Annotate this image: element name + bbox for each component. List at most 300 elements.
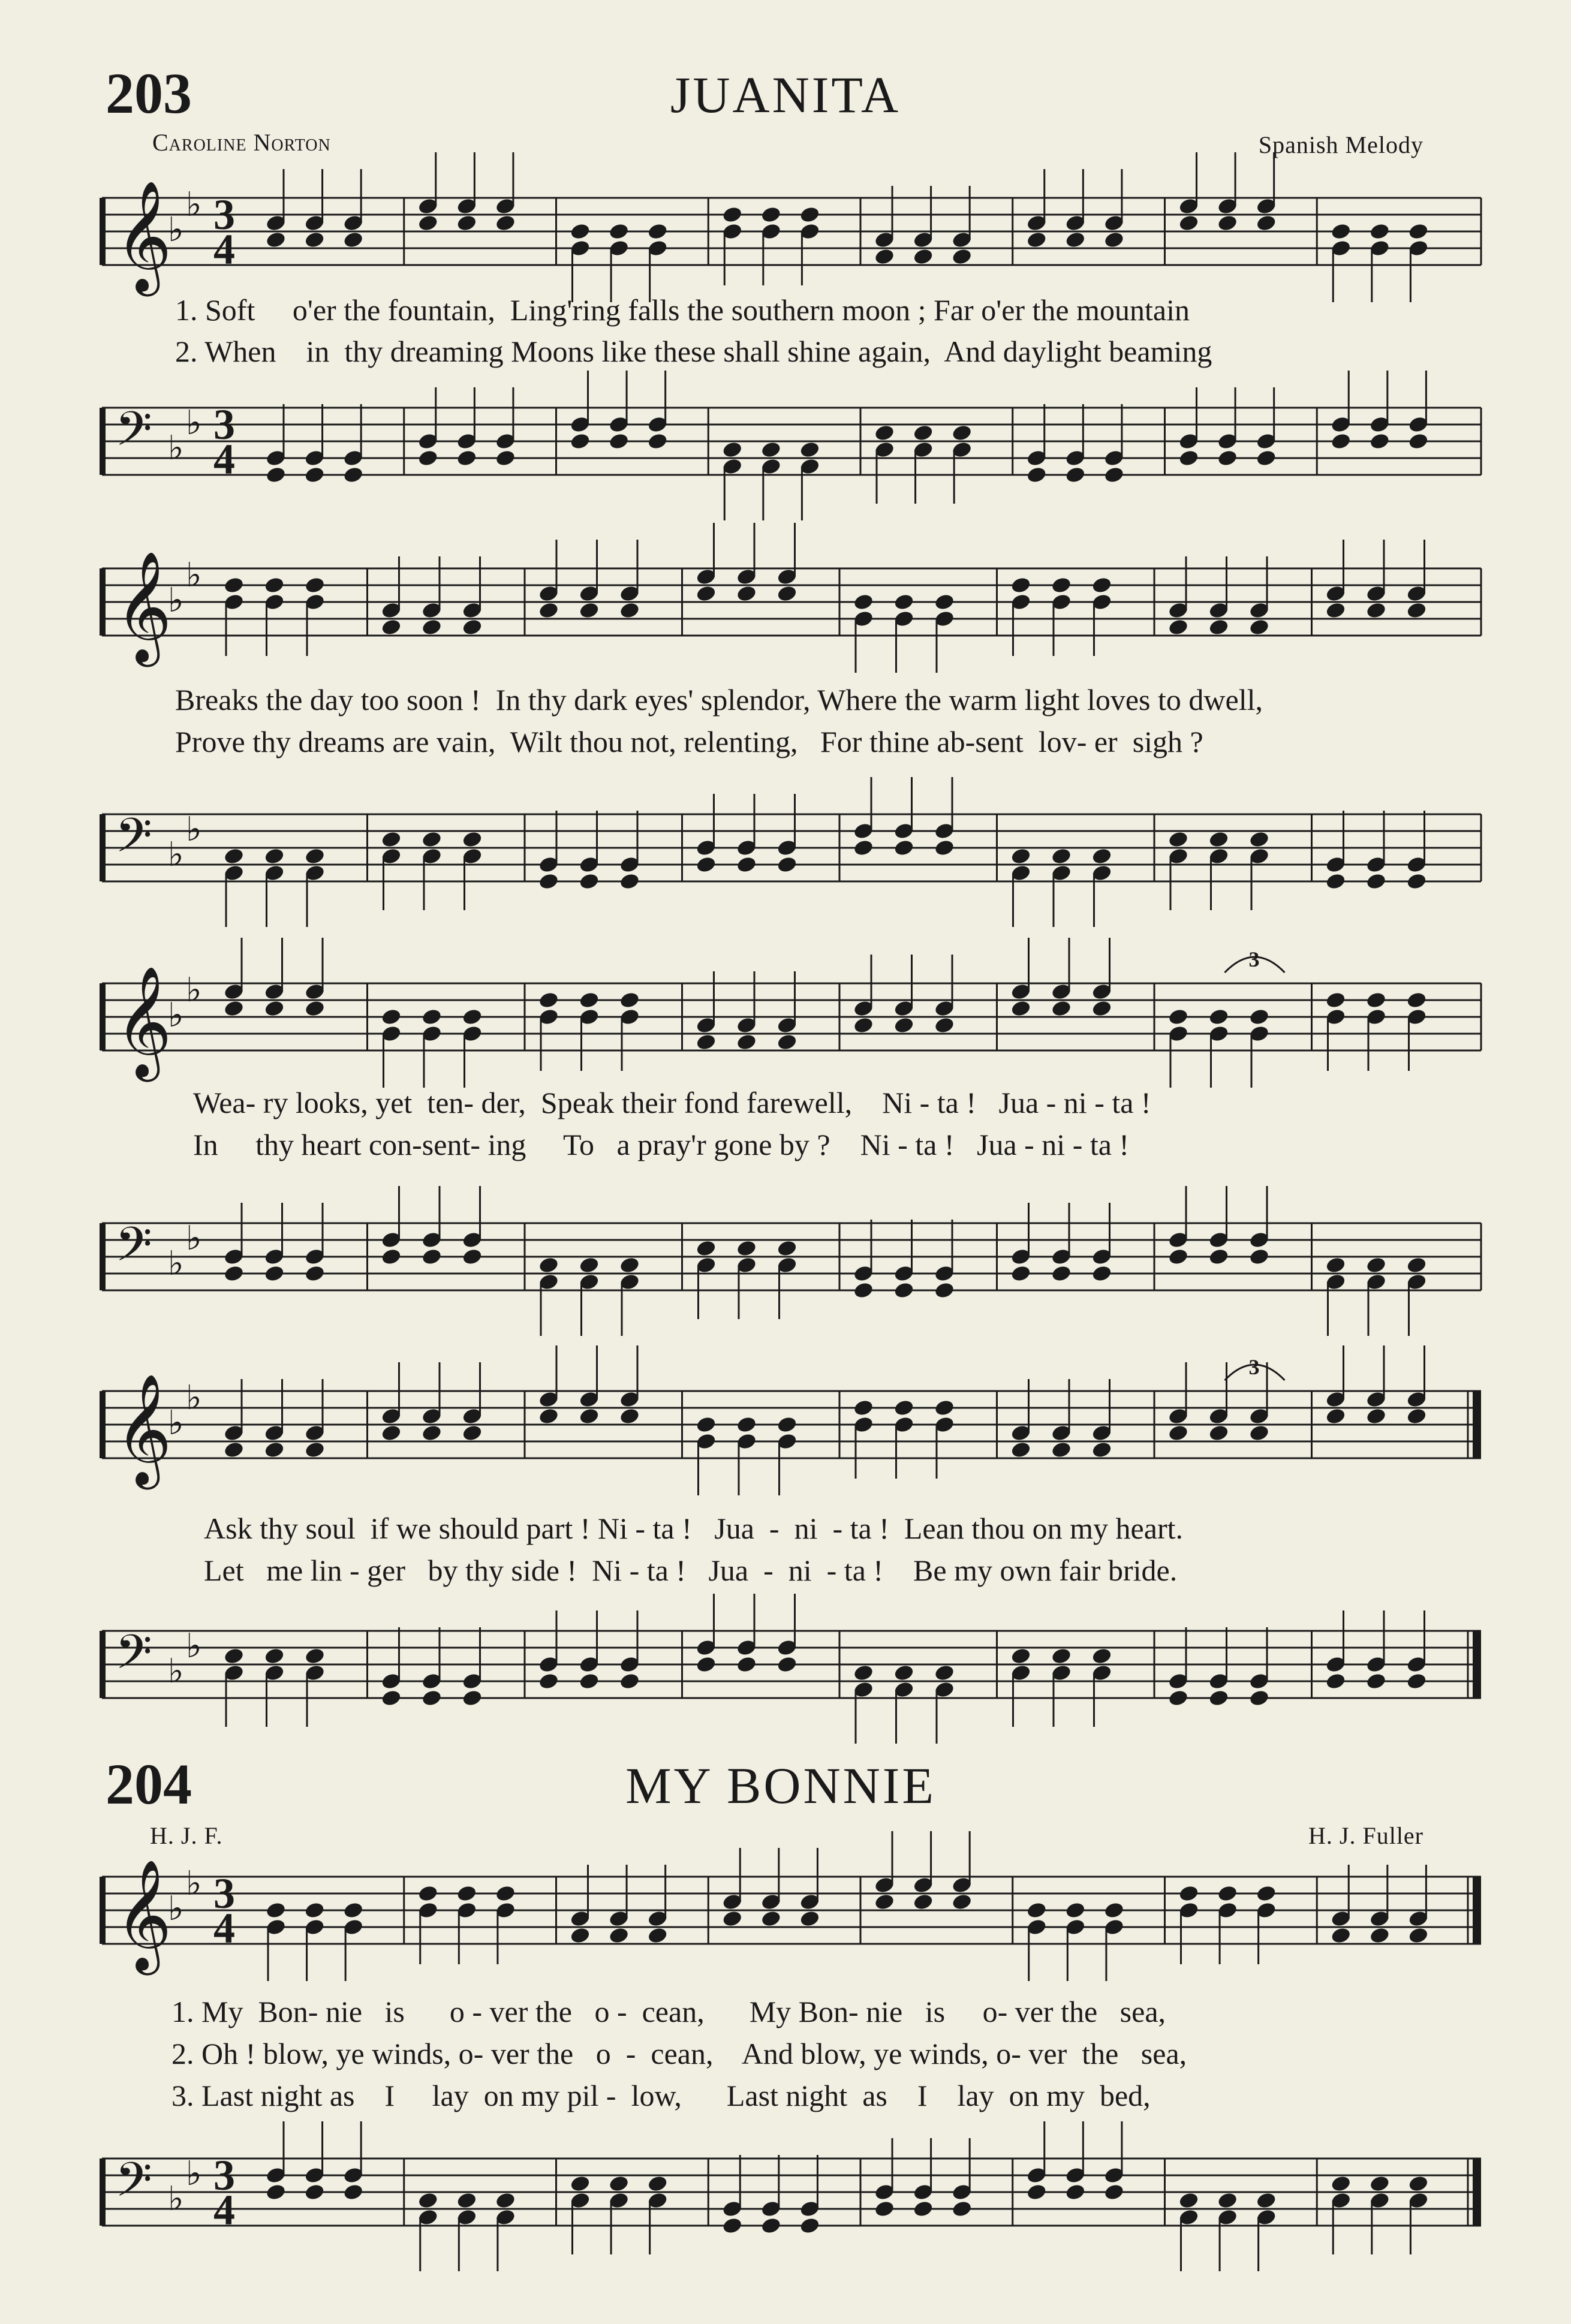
note-head [223, 1441, 245, 1459]
chord [1091, 576, 1113, 656]
note-head [304, 847, 326, 866]
chord [721, 206, 743, 285]
chord [934, 593, 955, 673]
note-head [1064, 466, 1086, 484]
note-head [1369, 1926, 1391, 1945]
final-bar-thick [1473, 2159, 1481, 2226]
note-head [381, 830, 402, 849]
note-head [1365, 991, 1387, 1010]
chord [304, 576, 326, 656]
chord [417, 2191, 439, 2271]
note-head [1026, 466, 1048, 484]
note-head [1178, 2191, 1200, 2210]
chord [1051, 847, 1072, 927]
chord [1325, 1610, 1347, 1690]
music-credit: H. J. Fuller [1308, 1822, 1423, 1849]
note-head [1256, 214, 1277, 233]
lyric-line-verse-2: 2. When in thy dreaming Moons like these shall shine again, And daylight beaming [175, 335, 1212, 368]
chord [736, 1239, 757, 1319]
chord [381, 1186, 402, 1266]
note-head [342, 466, 364, 484]
system-bar [100, 1223, 106, 1290]
chord [304, 169, 326, 249]
chord [1091, 847, 1113, 927]
bass-staff [102, 1211, 1481, 1313]
flat-icon: ♭ [168, 996, 184, 1035]
chord [619, 1610, 640, 1690]
chord [893, 1399, 915, 1479]
song-number: 203 [106, 61, 192, 125]
lyric-line-verse-1: 1. My Bon- nie is o - ver the o - cean, My Bon- nie is o- ver the sea, [171, 1995, 1166, 2028]
note-head [1330, 1926, 1352, 1945]
note-head [265, 231, 287, 249]
note-head [1010, 1265, 1032, 1283]
chord [721, 441, 743, 520]
chord [777, 523, 798, 603]
note-head [608, 1926, 630, 1945]
chord [913, 1831, 934, 1911]
note-head [893, 839, 915, 857]
chord [462, 1186, 483, 1266]
chord [1051, 576, 1072, 656]
lyric-line-verse-2: Prove thy dreams are vain, Wilt thou not, relenting, For thine ab-sent lov- er sigh ? [175, 725, 1203, 758]
note-head [1330, 432, 1352, 451]
chord [1365, 1610, 1387, 1690]
time-signature-top: 3 [213, 2151, 235, 2199]
chord [799, 206, 821, 285]
note-head [777, 585, 798, 603]
lyric-line-verse-1: Ask thy soul if we should part ! Ni - ta ! Jua - ni - ta ! Lean thou on my heart. [204, 1512, 1183, 1545]
note-head [304, 231, 326, 249]
note-head [760, 2217, 782, 2235]
flat-icon: ♭ [186, 556, 202, 595]
note-head [223, 1265, 245, 1283]
note-head [264, 576, 285, 595]
chord [696, 523, 717, 603]
system-bar [100, 1877, 106, 1944]
note-head [1365, 601, 1387, 620]
note-head [579, 1256, 600, 1275]
chord [381, 1008, 402, 1088]
chord [462, 1008, 483, 1088]
chord [760, 2155, 782, 2235]
chord [304, 2121, 326, 2201]
note-head [951, 1893, 973, 1911]
chord [1406, 991, 1428, 1071]
treble-clef-icon: 𝄞 [115, 550, 172, 662]
note-head [1051, 576, 1072, 595]
chord [1167, 830, 1189, 910]
note-head [934, 1664, 955, 1682]
chord [619, 811, 640, 890]
system-bar [100, 2159, 106, 2226]
time-signature-bottom: 4 [213, 2186, 235, 2234]
time-signature-bottom: 4 [213, 225, 235, 273]
chord [462, 830, 483, 910]
note-head [1330, 2175, 1352, 2193]
chord [1010, 1647, 1032, 1727]
chord [265, 169, 287, 249]
note-head [1167, 618, 1189, 637]
note-head [1167, 1424, 1189, 1443]
note-head [777, 856, 798, 874]
note-head [853, 593, 874, 612]
chord [777, 1416, 798, 1495]
chord [495, 2191, 516, 2271]
treble-clef-icon: 𝄞 [115, 1372, 172, 1485]
chord [1325, 1345, 1347, 1425]
chord [893, 777, 915, 857]
note-head [495, 1885, 516, 1903]
note-head [934, 839, 955, 857]
chord [421, 830, 443, 910]
time-signature-bottom: 4 [213, 1904, 235, 1952]
note-head [1091, 576, 1113, 595]
note-head [893, 1281, 915, 1300]
note-head [223, 1647, 245, 1666]
note-head [1408, 222, 1429, 241]
note-head [304, 576, 326, 595]
chord [264, 1203, 285, 1283]
note-head [777, 1033, 798, 1052]
chord [619, 1345, 640, 1425]
chord [456, 2191, 477, 2271]
chord [265, 1901, 287, 1981]
note-head [1178, 214, 1200, 233]
chord [495, 152, 516, 232]
note-head [893, 1016, 915, 1035]
chord [1325, 1256, 1347, 1336]
chord [874, 1831, 895, 1911]
song-title: MY BONNIE [625, 1757, 936, 1814]
chord [1010, 847, 1032, 927]
note-head [1365, 1256, 1387, 1275]
note-head [265, 1901, 287, 1920]
chord [951, 2138, 973, 2218]
chord [1217, 152, 1238, 232]
triplet-mark: 3 [1248, 1355, 1260, 1379]
chord [934, 955, 955, 1034]
treble-clef-icon: 𝄞 [115, 179, 172, 291]
note-head [538, 991, 559, 1010]
chord [853, 1220, 874, 1299]
note-head [934, 593, 955, 612]
note-head [264, 1647, 285, 1666]
note-head [853, 1016, 874, 1035]
note-head [456, 1885, 477, 1903]
note-head [1365, 1407, 1387, 1426]
chord [342, 2121, 364, 2201]
note-head [777, 1416, 798, 1434]
note-head [579, 872, 600, 891]
flat-icon: ♭ [186, 1219, 202, 1258]
note-head [456, 214, 477, 233]
note-head [874, 1893, 895, 1911]
note-head [1325, 601, 1347, 620]
note-head [264, 1265, 285, 1283]
chord [1408, 371, 1429, 450]
chord [304, 847, 326, 927]
chord [1248, 1008, 1270, 1088]
note-head [1167, 1689, 1189, 1708]
note-head [1010, 1441, 1032, 1459]
chord [421, 1186, 443, 1266]
chord [893, 1664, 915, 1744]
lyric-line-verse-3: 3. Last night as I lay on my pil - low, Last night as I lay on my bed, [171, 2079, 1151, 2112]
note-head [1406, 1256, 1428, 1275]
chord [264, 938, 285, 1017]
note-head [1406, 872, 1428, 891]
note-head [1091, 1647, 1113, 1666]
chord [777, 794, 798, 874]
bass-clef-icon: 𝄢 [115, 401, 152, 468]
note-head [538, 1672, 559, 1691]
bass-clef-icon: 𝄢 [115, 1624, 152, 1691]
chord [579, 1345, 600, 1425]
chord [934, 1664, 955, 1744]
chord [853, 593, 874, 673]
final-bar-thick [1473, 1631, 1481, 1698]
note-head [381, 1248, 402, 1266]
note-head [421, 1248, 443, 1266]
note-head [951, 424, 973, 442]
note-head [570, 222, 591, 241]
flat-icon: ♭ [186, 185, 202, 224]
note-head [1208, 1424, 1230, 1443]
chord [1248, 1186, 1270, 1266]
chord [381, 1362, 402, 1442]
chord [1217, 387, 1238, 467]
chord [1051, 1203, 1072, 1283]
note-head [799, 206, 821, 224]
chord [736, 794, 757, 874]
note-head [934, 1399, 955, 1417]
chord [381, 830, 402, 910]
chord [1010, 576, 1032, 656]
note-head [619, 872, 640, 891]
chord [304, 1901, 326, 1981]
note-head [777, 1239, 798, 1258]
note-head [1369, 2175, 1391, 2193]
chord [1103, 404, 1125, 484]
note-head [1248, 618, 1270, 637]
chord [1026, 404, 1048, 484]
note-head [1408, 2175, 1429, 2193]
chord [736, 523, 757, 603]
chord [1365, 540, 1387, 619]
treble-clef-icon: 𝄞 [115, 1858, 172, 1970]
note-head [913, 424, 934, 442]
lyric-line-verse-2: In thy heart con-sent- ing To a pray'r gone by ? Ni - ta ! Jua - ni - ta ! [193, 1128, 1130, 1161]
chord [1325, 811, 1347, 890]
flat-icon: ♭ [186, 810, 202, 849]
note-head [647, 432, 669, 451]
chord [1178, 1885, 1200, 1964]
words-credit: Caroline Norton [152, 129, 331, 156]
chord [1064, 1901, 1086, 1981]
chord [951, 424, 973, 504]
chord [1369, 371, 1391, 450]
chord [538, 1256, 559, 1336]
treble-staff [102, 550, 1481, 662]
note-head [874, 424, 895, 442]
note-head [736, 1655, 757, 1674]
note-head [1325, 1407, 1347, 1426]
note-head [1248, 830, 1270, 849]
chord [570, 222, 591, 302]
chord [760, 1848, 782, 1928]
note-head [608, 222, 630, 241]
bass-clef-icon: 𝄢 [115, 2152, 152, 2219]
chord [1010, 1203, 1032, 1283]
chord [608, 222, 630, 302]
chord [934, 1220, 955, 1299]
note-head [647, 1926, 669, 1945]
chord [647, 2175, 669, 2254]
note-head [456, 2191, 477, 2210]
chord [1365, 991, 1387, 1071]
note-head [1091, 1000, 1113, 1018]
note-head [462, 1008, 483, 1026]
chord [934, 777, 955, 857]
chord [1256, 1885, 1277, 1964]
chord [579, 991, 600, 1071]
chord [1406, 540, 1428, 619]
chord [1369, 2175, 1391, 2254]
note-head [1026, 2183, 1048, 2202]
note-head [721, 1910, 743, 1928]
chord [1408, 2175, 1429, 2254]
note-head [1178, 449, 1200, 468]
note-head [951, 2200, 973, 2218]
chord [1026, 1901, 1048, 1981]
note-head [1091, 1441, 1113, 1459]
note-head [304, 1901, 326, 1920]
note-head [223, 847, 245, 866]
note-head [647, 222, 669, 241]
chord [495, 1885, 516, 1964]
chord [799, 2155, 821, 2235]
note-head [223, 1000, 245, 1018]
note-head [381, 1008, 402, 1026]
chord [696, 1594, 717, 1673]
lyric-line-verse-2: 2. Oh ! blow, ye winds, o- ver the o - cean, And blow, ye winds, o- ver the sea, [171, 2037, 1187, 2070]
note-head [893, 1664, 915, 1682]
chord [1064, 404, 1086, 484]
flat-icon: ♭ [168, 2179, 184, 2218]
note-head [421, 618, 443, 637]
words-credit: H. J. F. [150, 1822, 223, 1849]
note-head [264, 847, 285, 866]
chord [417, 1885, 439, 1964]
chord [1178, 152, 1200, 232]
chord [853, 1399, 874, 1479]
chord [538, 1345, 559, 1425]
flat-icon: ♭ [186, 971, 202, 1010]
note-head [760, 206, 782, 224]
chord [619, 1256, 640, 1336]
flat-icon: ♭ [168, 210, 184, 249]
note-head [1369, 222, 1391, 241]
note-head [1217, 449, 1238, 468]
flat-icon: ♭ [186, 1378, 202, 1417]
note-head [1208, 618, 1230, 637]
note-head [1406, 601, 1428, 620]
chord [853, 777, 874, 857]
chord [647, 371, 669, 450]
chord [223, 938, 245, 1017]
chord [304, 1647, 326, 1727]
time-signature-top: 3 [213, 1870, 235, 1917]
chord [799, 1848, 821, 1928]
chord [264, 576, 285, 656]
chord [223, 1647, 245, 1727]
bass-clef-icon: 𝄢 [115, 1217, 152, 1284]
chord [874, 2138, 895, 2218]
chord [736, 1594, 757, 1673]
note-head [1365, 1672, 1387, 1691]
note-head [538, 1256, 559, 1275]
chord [462, 1362, 483, 1442]
note-head [1103, 1901, 1125, 1920]
note-head [421, 830, 443, 849]
note-head [1248, 1689, 1270, 1708]
chord [1167, 1362, 1189, 1442]
note-head [1026, 231, 1048, 249]
chord [538, 991, 559, 1071]
chord [1369, 222, 1391, 302]
chord [874, 424, 895, 504]
note-head [853, 1664, 874, 1682]
note-head [1408, 1926, 1429, 1945]
chord [1167, 1186, 1189, 1266]
chord [264, 847, 285, 927]
note-head [696, 1416, 717, 1434]
chord [608, 2175, 630, 2254]
note-head [1010, 847, 1032, 866]
chord [1208, 1186, 1230, 1266]
time-signature-top: 3 [213, 191, 235, 239]
note-head [760, 1910, 782, 1928]
note-head [1064, 1901, 1086, 1920]
chord [1091, 938, 1113, 1017]
system-bar [100, 814, 106, 881]
chord [1091, 1203, 1113, 1283]
note-head [736, 1239, 757, 1258]
system-bar [100, 1631, 106, 1698]
chord [223, 576, 245, 656]
note-head [264, 1441, 285, 1459]
system-bar [100, 983, 106, 1050]
note-head [265, 2183, 287, 2202]
note-head [760, 441, 782, 459]
note-head [1091, 847, 1113, 866]
note-head [777, 1655, 798, 1674]
note-head [1406, 1672, 1428, 1691]
flat-icon: ♭ [168, 835, 184, 874]
chord [421, 1362, 443, 1442]
lyric-line-verse-1: 1. Soft o'er the fountain, Ling'ring falls the southern moon ; Far o'er the mountain [175, 293, 1190, 327]
note-head [265, 466, 287, 484]
note-head [893, 1399, 915, 1417]
chord [1406, 1610, 1428, 1690]
treble-clef-icon: 𝄞 [115, 965, 172, 1077]
note-head [1208, 1689, 1230, 1708]
music-credit: Spanish Melody [1258, 131, 1423, 158]
flat-icon: ♭ [168, 429, 184, 468]
chord [538, 540, 559, 619]
note-head [1103, 231, 1125, 249]
